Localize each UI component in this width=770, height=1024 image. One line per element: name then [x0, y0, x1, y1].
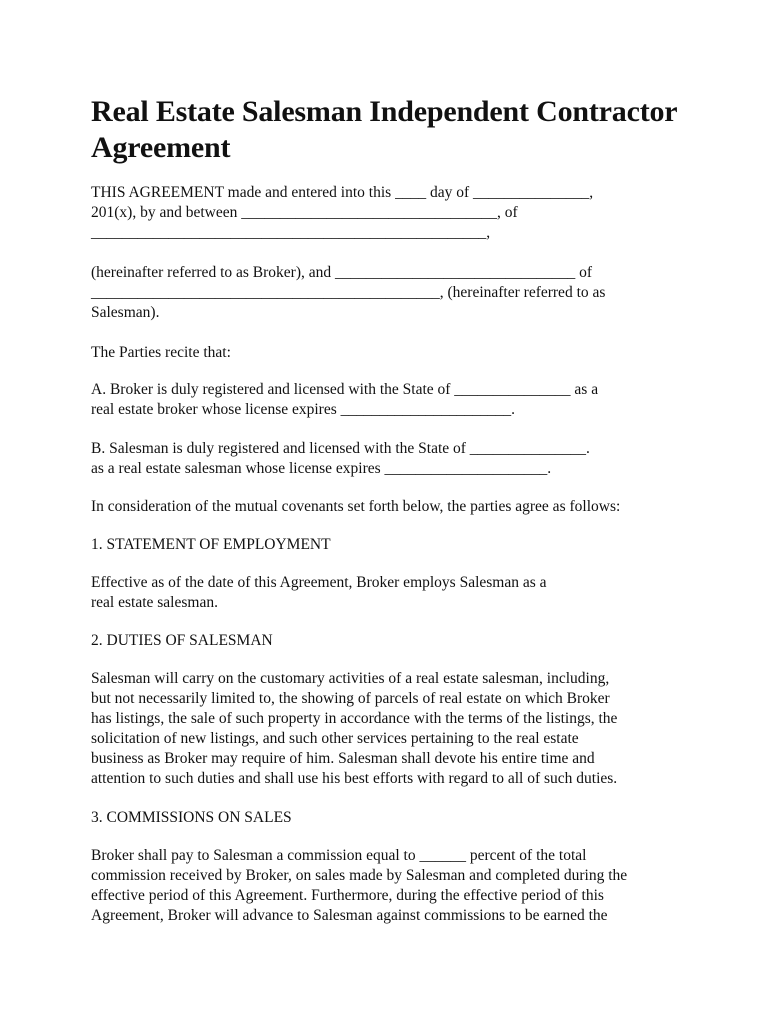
text-line: (hereinafter referred to as Broker), and _______________________________ of	[91, 264, 593, 281]
text-line: Salesman will carry on the customary activities of a real estate salesman, including,	[91, 670, 610, 687]
text-line: ___________________________________________________,	[91, 224, 491, 241]
text-line: Agreement, Broker will advance to Salesman against commissions to be earned the	[91, 907, 608, 924]
title-line: Contractor Agreement	[91, 95, 677, 164]
document-title	[91, 94, 691, 166]
section-1-body	[91, 573, 711, 613]
section-heading-text: 2. DUTIES OF SALESMAN	[91, 632, 273, 649]
section-heading-text: 1. STATEMENT OF EMPLOYMENT	[91, 536, 331, 553]
text-line: _____________________________________________, (hereinafter referred to as	[91, 284, 606, 301]
text-line: but not necessarily limited to, the showing of parcels of real estate on which Broker	[91, 690, 610, 707]
recital-line	[91, 343, 711, 363]
text-line: solicitation of new listings, and such other services pertaining to the real estate	[91, 730, 579, 747]
text-line: 201(x), by and between _________________________________, of	[91, 204, 518, 221]
text-line: Broker shall pay to Salesman a commission equal to ______ percent of the total	[91, 847, 587, 864]
text-line: Effective as of the date of this Agreement, Broker employs Salesman as a	[91, 574, 547, 591]
section-3-heading	[91, 808, 711, 828]
parties-paragraph	[91, 263, 711, 323]
text-line: B. Salesman is duly registered and licensed with the State of _______________.	[91, 440, 590, 457]
text-line: In consideration of the mutual covenants set forth below, the parties agree as follows:	[91, 498, 621, 515]
text-line: Salesman).	[91, 304, 160, 321]
section-2-body	[91, 669, 711, 789]
text-line: The Parties recite that:	[91, 344, 231, 361]
text-line: commission received by Broker, on sales made by Salesman and completed during the	[91, 867, 628, 884]
text-line: THIS AGREEMENT made and entered into this ____ day of _______________,	[91, 184, 594, 201]
consideration-paragraph	[91, 497, 711, 517]
text-line: A. Broker is duly registered and licensed with the State of _______________ as a	[91, 381, 599, 398]
text-line: effective period of this Agreement. Furthermore, during the effective period of this	[91, 887, 604, 904]
section-3-body	[91, 846, 711, 926]
text-line: real estate salesman.	[91, 594, 218, 611]
recital-item-a	[91, 380, 711, 420]
text-line: has listings, the sale of such property in accordance with the terms of the listings, the	[91, 710, 618, 727]
text-line: attention to such duties and shall use his best efforts with regard to all of such duties.	[91, 770, 618, 787]
text-line: real estate broker whose license expires ______________________.	[91, 401, 515, 418]
recital-item-b	[91, 439, 711, 479]
text-line: business as Broker may require of him. Salesman shall devote his entire time and	[91, 750, 595, 767]
intro-paragraph	[91, 183, 711, 243]
text-line: as a real estate salesman whose license expires _____________________.	[91, 460, 552, 477]
title-line: Real Estate Salesman Independent	[91, 95, 529, 128]
section-heading-text: 3. COMMISSIONS ON SALES	[91, 809, 292, 826]
section-2-heading	[91, 631, 711, 651]
section-1-heading	[91, 535, 711, 555]
